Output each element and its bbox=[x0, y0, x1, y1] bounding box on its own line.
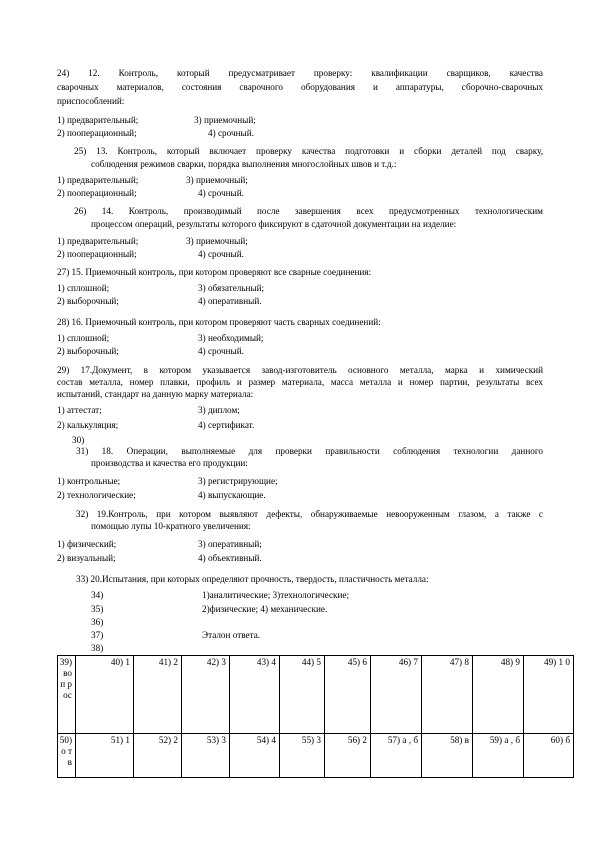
list-number-34: 34) bbox=[91, 590, 104, 600]
table-cell bbox=[325, 656, 371, 734]
option-3: 3) обязательный; bbox=[198, 283, 265, 293]
table-cell bbox=[134, 734, 182, 778]
option-1: 1) сплошной; bbox=[57, 333, 110, 343]
option-2: 2) выборочный; bbox=[57, 346, 119, 356]
option-2: 2) выборочный; bbox=[57, 296, 119, 306]
option-2: 2) калькуляция; bbox=[57, 420, 119, 430]
question-text-line: 24) 12. Контроль, который предусматривает проверку: квалификации сварщиков, качества bbox=[57, 68, 543, 78]
option-4: 4) объективный. bbox=[198, 553, 262, 563]
option-3: 3) необходимый; bbox=[198, 333, 264, 343]
question-20-options-a: 1)аналитические; 3)технологические; bbox=[202, 590, 350, 600]
option-4: 4) оперативный. bbox=[198, 296, 262, 306]
option-4: 4) срочный. bbox=[198, 188, 244, 198]
question-18-line2: производства и качества его продукции: bbox=[91, 458, 248, 468]
question-text-line: 29) 17.Документ, в котором указывается завод-изготовитель основного металла, марка и химический bbox=[57, 365, 543, 375]
question-text-line: 26) 14. Контроль, производимый после завершения всех предусмотренных технологическим bbox=[74, 206, 543, 216]
question-text-line: 25) 13. Контроль, который включает проверку качества подготовки и сборки деталей под сварку, bbox=[74, 146, 543, 156]
table-cell bbox=[58, 656, 76, 734]
option-3: 3) регистрирующие; bbox=[198, 476, 278, 486]
option-4: 4) срочный. bbox=[198, 346, 244, 356]
question-12-line3: приспособлений: bbox=[57, 96, 125, 106]
table-cell bbox=[371, 734, 422, 778]
question-number-30: 30) bbox=[72, 435, 85, 445]
option-3: 3) приемочный; bbox=[186, 175, 248, 185]
list-number-37: 37) bbox=[91, 630, 104, 640]
option-3: 3) приемочный; bbox=[186, 236, 248, 246]
cell-text: 39) во п р ос bbox=[59, 657, 72, 700]
cell-text: 45) 6 bbox=[347, 657, 367, 667]
table-row bbox=[58, 656, 574, 734]
question-text-line: сварочных материалов, состояния сварочного оборудования и аппаратуры, сборочно-сварочных bbox=[57, 82, 543, 92]
question-12-line2 bbox=[57, 82, 543, 104]
cell-text: 54) 4 bbox=[256, 735, 276, 745]
table-cell bbox=[371, 656, 422, 734]
option-3: 3) оперативный; bbox=[198, 539, 262, 549]
cell-text: 48) 9 bbox=[500, 657, 520, 667]
cell-text: 55) 3 bbox=[301, 735, 321, 745]
list-number-38: 38) bbox=[91, 643, 104, 653]
question-text-line: 31) 18. Операции, выполняемые для проверки правильности соблюдения технологии данного bbox=[76, 446, 543, 456]
option-1: 1) предварительный; bbox=[57, 175, 139, 185]
option-2: 2) пооперационный; bbox=[57, 128, 137, 138]
option-1: 1) контрольные; bbox=[57, 476, 121, 486]
question-17-line3: испытаний, стандарт на данную марку материала: bbox=[57, 389, 254, 399]
table-cell bbox=[422, 734, 473, 778]
table-cell bbox=[76, 656, 134, 734]
table-cell bbox=[182, 734, 230, 778]
table-cell bbox=[325, 734, 371, 778]
cell-text: 49) 1 0 bbox=[543, 657, 570, 667]
answer-key-title: Эталон ответа. bbox=[202, 630, 261, 640]
cell-text: 60) б bbox=[550, 735, 570, 745]
cell-text: 44) 5 bbox=[301, 657, 321, 667]
question-15: 27) 15. Приемочный контроль, при котором проверяют все сварные соединения: bbox=[57, 267, 372, 277]
cell-text: 56) 2 bbox=[347, 735, 367, 745]
table-cell bbox=[524, 734, 574, 778]
option-4: 4) сертификат. bbox=[198, 420, 255, 430]
option-1: 1) предварительный; bbox=[57, 236, 139, 246]
cell-text: 52) 2 bbox=[158, 735, 178, 745]
table-cell bbox=[524, 656, 574, 734]
answer-key-table bbox=[57, 655, 574, 778]
cell-text: 58) в bbox=[450, 735, 469, 745]
question-20-options-b: 2)физические; 4) механические. bbox=[202, 604, 328, 614]
cell-text: 50) о т в bbox=[59, 735, 72, 767]
question-text-line: 32) 19.Контроль, при котором выявляют дефекты, обнаруживаемые невооруженным глазом, а также с bbox=[76, 509, 543, 519]
table-cell bbox=[280, 656, 325, 734]
table-cell bbox=[182, 656, 230, 734]
option-3: 3) приемочный; bbox=[194, 115, 256, 125]
list-number-36: 36) bbox=[91, 617, 104, 627]
cell-text: 43) 4 bbox=[256, 657, 276, 667]
table-cell bbox=[134, 656, 182, 734]
cell-text: 46) 7 bbox=[398, 657, 418, 667]
table-cell bbox=[280, 734, 325, 778]
table-cell bbox=[230, 734, 280, 778]
table-cell bbox=[422, 656, 473, 734]
option-2: 2) технологические; bbox=[57, 490, 136, 500]
question-13-line2: соблюдения режимов сварки, порядка выполнения многослойных швов и т.д.: bbox=[91, 159, 397, 169]
option-3: 3) диплом; bbox=[198, 405, 240, 415]
table-cell bbox=[58, 734, 76, 778]
list-number-35: 35) bbox=[91, 604, 104, 614]
question-14-line2: процессом операций, результаты которого фиксируют в сдаточной документации на изделие: bbox=[91, 219, 457, 229]
option-2: 2) пооперационный; bbox=[57, 249, 137, 259]
option-1: 1) сплошной; bbox=[57, 283, 110, 293]
question-20: 33) 20.Испытания, при которых определяют прочность, твердость, пластичность металла: bbox=[76, 574, 429, 584]
cell-text: 57) а , б bbox=[387, 735, 418, 745]
cell-text: 41) 2 bbox=[158, 657, 178, 667]
cell-text: 42) 3 bbox=[206, 657, 226, 667]
option-4: 4) выпускающие. bbox=[198, 490, 266, 500]
option-1: 1) аттестат; bbox=[57, 405, 102, 415]
table-row bbox=[58, 734, 574, 778]
cell-text: 47) 8 bbox=[449, 657, 469, 667]
cell-text: 53) 3 bbox=[206, 735, 226, 745]
option-1: 1) предварительный; bbox=[57, 115, 139, 125]
table-cell bbox=[473, 734, 524, 778]
table-cell bbox=[230, 656, 280, 734]
table-cell bbox=[473, 656, 524, 734]
question-19-line2: помощью лупы 10-кратного увеличения: bbox=[91, 521, 251, 531]
option-1: 1) физический; bbox=[57, 539, 117, 549]
option-4: 4) срочный. bbox=[208, 128, 254, 138]
cell-text: 40) 1 bbox=[110, 657, 130, 667]
option-2: 2) визуальный; bbox=[57, 553, 116, 563]
cell-text: 51) 1 bbox=[110, 735, 130, 745]
table-cell bbox=[76, 734, 134, 778]
option-4: 4) срочный. bbox=[198, 249, 244, 259]
cell-text: 59) а , б bbox=[489, 735, 520, 745]
question-16: 28) 16. Приемочный контроль, при котором проверяют часть сварных соединений: bbox=[57, 317, 381, 327]
option-2: 2) пооперационный; bbox=[57, 188, 137, 198]
question-text-line: состав металла, номер плавки, профиль и размер материала, масса металла и номер партии, результаты всех bbox=[57, 377, 543, 387]
